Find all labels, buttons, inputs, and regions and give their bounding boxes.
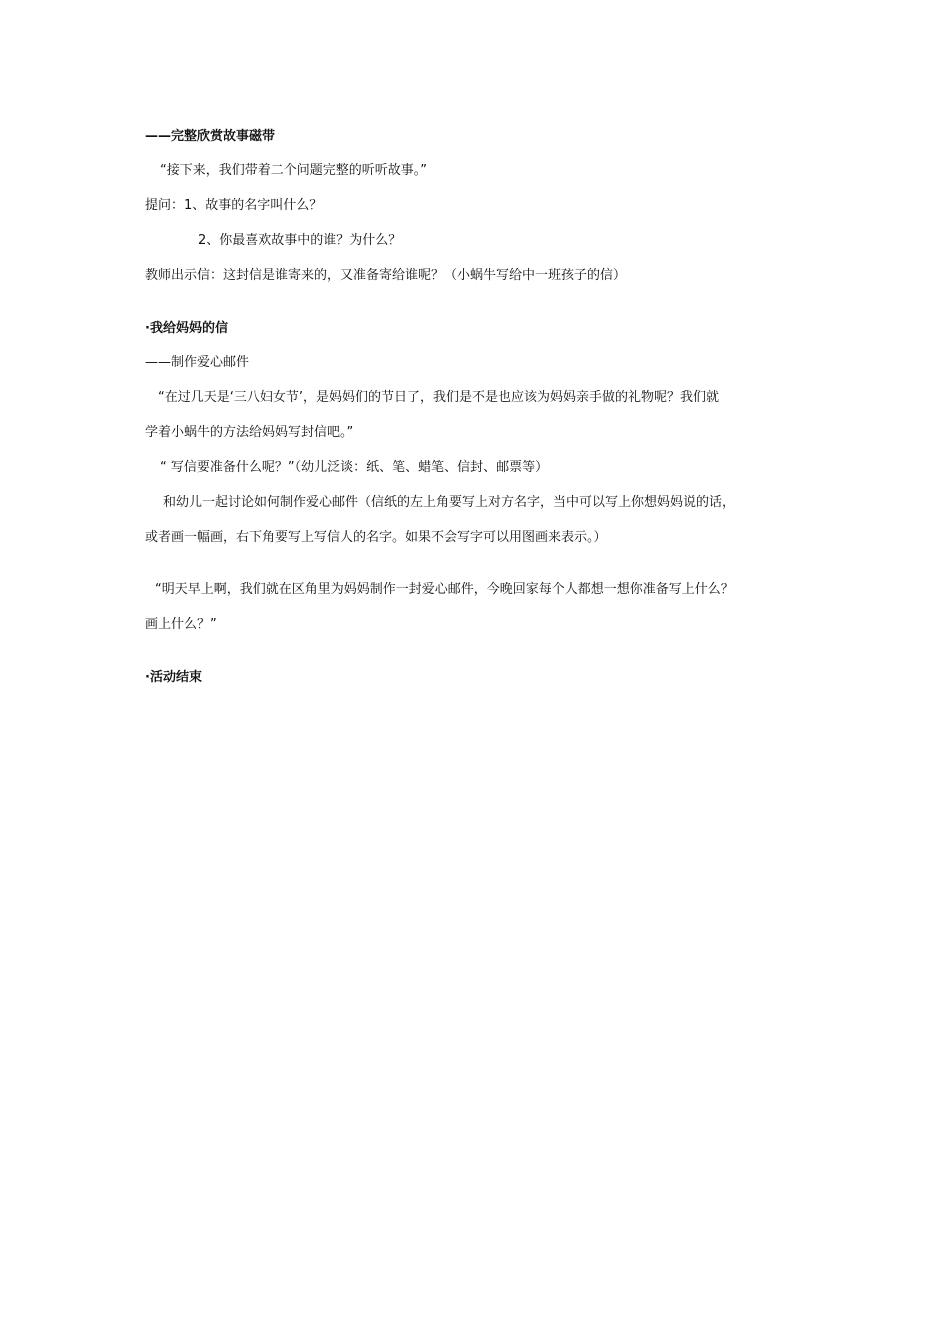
paragraph-teacher-letter: 教师出示信：这封信是谁寄来的，又准备寄给谁呢？（小蜗牛写给中一班孩子的信） bbox=[145, 268, 627, 283]
section-subheading-love-mail: ——制作爱心邮件 bbox=[145, 355, 250, 370]
question-2: 2、你最喜欢故事中的谁？为什么？ bbox=[198, 233, 402, 248]
paragraph-womens-day-line2: 学着小蜗牛的方法给妈妈写封信吧。” bbox=[145, 425, 354, 440]
question-1: 提问：1、故事的名字叫什么？ bbox=[145, 198, 323, 213]
section-heading-activity-end: ·活动结束 bbox=[145, 670, 202, 685]
paragraph-tomorrow-line2: 画上什么？” bbox=[145, 617, 217, 632]
paragraph-discussion-line2: 或者画一幅画，右下角要写上写信人的名字。如果不会写字可以用图画来表示。） bbox=[145, 530, 607, 545]
paragraph-womens-day-line1: “在过几天是‘三八妇女节’，是妈妈们的节日了，我们是不是也应该为妈妈亲手做的礼物呢？我们就 bbox=[158, 390, 720, 405]
paragraph-letter-materials: “ 写信要准备什么呢？”（幼儿泛谈：纸、笔、蜡笔、信封、邮票等） bbox=[160, 460, 549, 475]
section-heading-letter-to-mom: ·我给妈妈的信 bbox=[145, 321, 228, 336]
paragraph-tomorrow-line1: “明天早上啊，我们就在区角里为妈妈制作一封爱心邮件，今晚回家每个人都想一想你准备写上什么？ bbox=[155, 582, 734, 597]
section-subheading-story-tape: ——完整欣赏故事磁带 bbox=[145, 129, 276, 144]
paragraph-discussion-line1: 和幼儿一起讨论如何制作爱心邮件（信纸的左上角要写上对方名字，当中可以写上你想妈妈说的话， bbox=[163, 495, 736, 510]
paragraph-teacher-intro: “接下来，我们带着二个问题完整的听听故事。” bbox=[160, 163, 427, 178]
